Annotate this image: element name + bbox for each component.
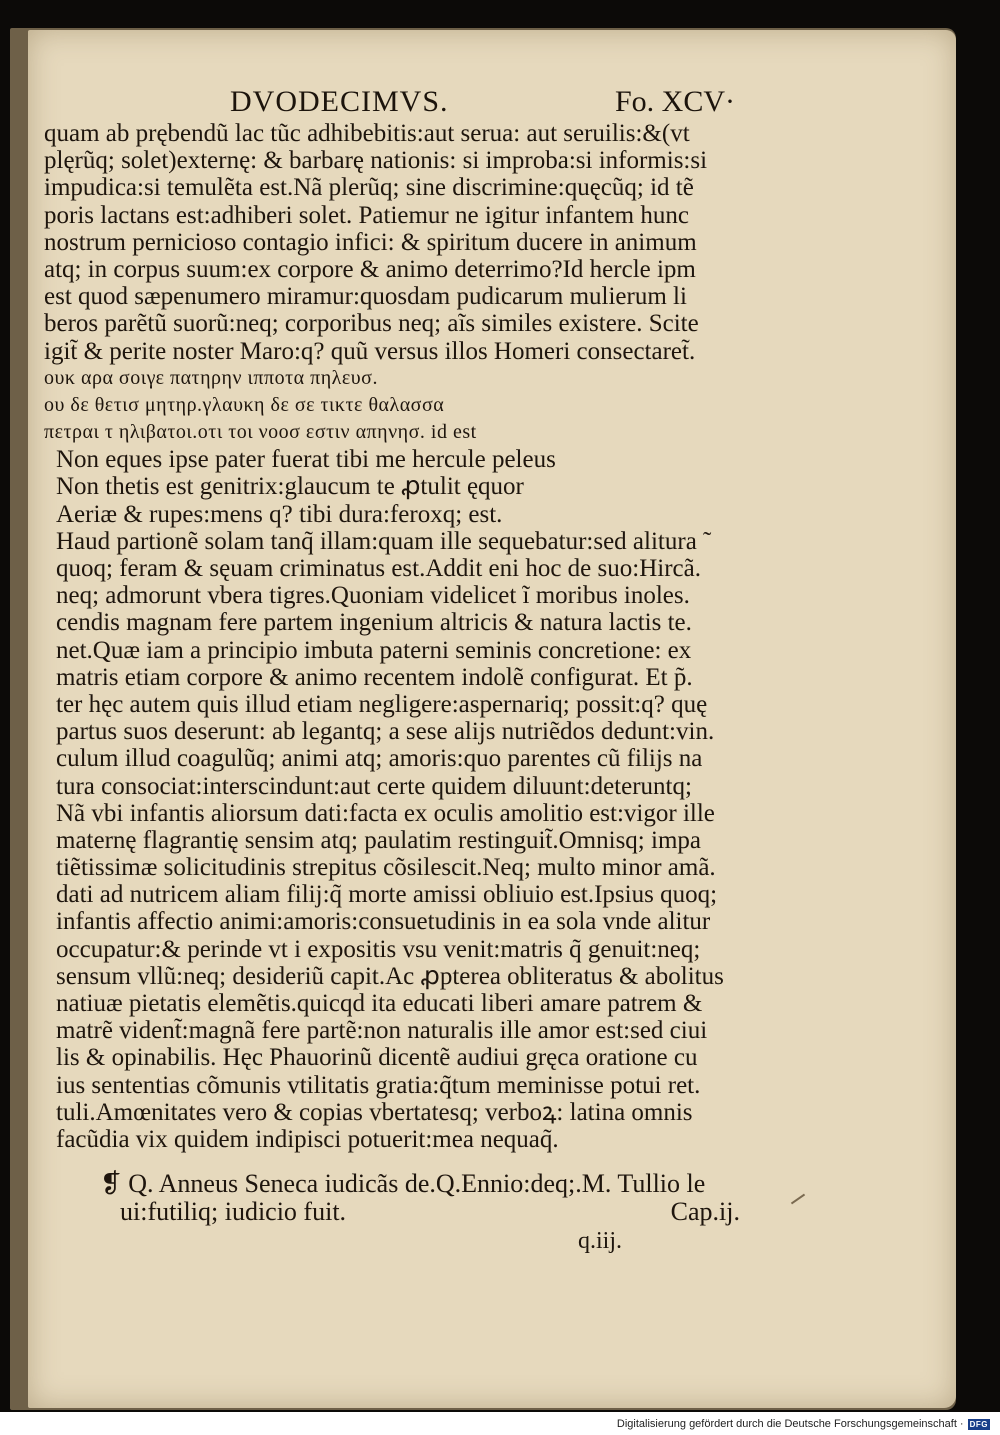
folio-number: Fo. XCV·	[615, 85, 736, 118]
text-line: beros parẽtũ suorũ:neq; corporibus neq; aĩs similes existere. Scite	[44, 310, 699, 338]
text-line: ius sententias cõmunis vtilitatis gratia:q̃tum meminisse potui ret.	[56, 1071, 701, 1099]
digitization-credit	[617, 1418, 990, 1430]
text-line: tura consociat:interscindunt:aut certe quidem diluunt:deteruntq;	[56, 772, 692, 800]
latin-verse-line: Non thetis est genitrix:glaucum te ꝓtulit ęquor	[56, 473, 524, 501]
chapter-heading	[100, 1170, 750, 1226]
signature-mark: q.iij.	[578, 1228, 623, 1254]
chapter-heading-text: ui:futiliq; iudicio fuit.	[120, 1197, 347, 1226]
latin-verse-line: Non eques ipse pater fuerat tibi me hercule peleus	[56, 446, 556, 474]
text-line: infantis affectio animi:amoris:consuetudinis in ea sola vnde alitur	[56, 908, 711, 936]
text-line: Nã vbi infantis aliorsum dati:facta ex oculis amolitio est:vigor ille	[56, 799, 715, 827]
text-line: matris etiam corpore & animo recentem indolẽ configurat. Et p̃.	[56, 663, 693, 691]
main-text	[44, 120, 744, 1153]
chapter-number: Cap.ij.	[670, 1197, 740, 1226]
text-line: cendis magnam fere partem ingenium altricis & natura lactis te.	[56, 609, 692, 637]
text-line: natiuæ pietatis elemẽtis.quicqd ita educati liberi amare patrem &	[56, 990, 703, 1017]
text-line: est quod sæpenumero miramur:quosdam pudicarum mulierum li	[44, 283, 687, 311]
dfg-logo: DFG	[969, 1419, 988, 1429]
text-line: impudica:si temulẽta est.Nã plerũq; sine discrimine:quęcũq; id tẽ	[44, 174, 694, 202]
text-line: igit̃ & perite noster Maro:q? quũ versus illos Homeri consectaret̃.	[44, 337, 696, 365]
credit-text: Digitalisierung gefördert durch die Deutsche Forschungsgemeinschaft ·	[616, 1418, 964, 1430]
greek-quotation-line: πετραι τ ηλιβατοι.οτι τοι νοοσ εστιν απηνησ. id est	[44, 421, 477, 444]
running-head-title: DVODECIMVS.	[230, 85, 449, 118]
text-line: lis & opinabilis. Hęc Phauorinũ dicentẽ audiui gręca oratione cu	[56, 1044, 698, 1072]
text-line: occupatur:& perinde vt i expositis vsu venit:matris q̃ genuit:neq;	[56, 935, 701, 963]
text-line: matrẽ vident̃:magnã fere partẽ:non naturalis ille amor est:sed ciui	[56, 1017, 708, 1045]
text-line: neq; admorunt vbera tigres.Quoniam videlicet ĩ moribus inoles.	[56, 582, 690, 610]
latin-verse-line: Aeriæ & rupes:mens q? tibi dura:feroxq; est.	[56, 500, 503, 528]
text-line: maternę flagrantię sensim atq; paulatim restinguit̃.Omnisq; impa	[56, 826, 701, 854]
text-line: Haud partionẽ solam tanq̃ illam:quam ille sequebatur:sed alitura ̃	[56, 527, 704, 555]
text-line: sensum vllũ:neq; desideriũ capit.Ac ꝓpterea obliteratus & abolitus	[56, 962, 724, 990]
text-line: culum illud coagulũq; animi atq; amoris:quo parentes cũ filijs na	[56, 745, 703, 773]
text-line: dati ad nutricem aliam filij:q̃ morte amissi obliuio est.Ipsius quoq;	[56, 881, 718, 909]
text-line: quoq; feram & sęuam criminatus est.Addit eni hoc de suo:Hircã.	[56, 555, 701, 582]
text-line: tiẽtissimæ solicitudinis strepitus cõsilescit.Neq; multo minor amã.	[56, 854, 716, 882]
text-line: tuli.Amœnitates vero & copias vbertatesq; verboꝝ: latina omnis	[56, 1098, 693, 1126]
text-line: partus suos deserunt: ab legantq; a sese alijs nutriẽdos dedunt:vin.	[56, 718, 715, 746]
text-line: quam ab prębendũ lac tũc adhibebitis:aut serua: aut seruilis:&(vt	[44, 120, 690, 147]
text-line: ter hęc autem quis illud etiam negligere:aspernariq; possit:q? quę	[56, 690, 708, 718]
running-head	[230, 85, 940, 125]
greek-quotation-line: ουκ αρα σοιγε πατηρην ιπποτα πηλευσ.	[44, 366, 378, 389]
text-line: net.Quæ iam a principio imbuta paterni seminis concretione: ex	[56, 636, 692, 664]
text-line: nostrum pernicioso contagio infici: & spiritum ducere in animum	[44, 228, 697, 256]
chapter-heading-line: ❡ Q. Anneus Seneca iudicãs de.Q.Ennio:deq;.M. Tullio le	[100, 1169, 706, 1198]
chapter-heading-line	[100, 1198, 750, 1226]
text-line: plęrũq; solet)externę: & barbarę nationis: si improba:si informis:si	[44, 147, 708, 175]
text-line: atq; in corpus suum:ex corpore & animo deterrimo?Id hercle ipm	[44, 255, 696, 283]
text-line: poris lactans est:adhiberi solet. Patiemur ne igitur infantem hunc	[44, 201, 689, 229]
text-line: facũdia vix quidem indipisci potuerit:mea nequaq̃.	[56, 1125, 559, 1153]
greek-quotation-line: ου δε θετισ μητηρ.γλαυκη δε σε τικτε θαλασσα	[44, 393, 445, 416]
